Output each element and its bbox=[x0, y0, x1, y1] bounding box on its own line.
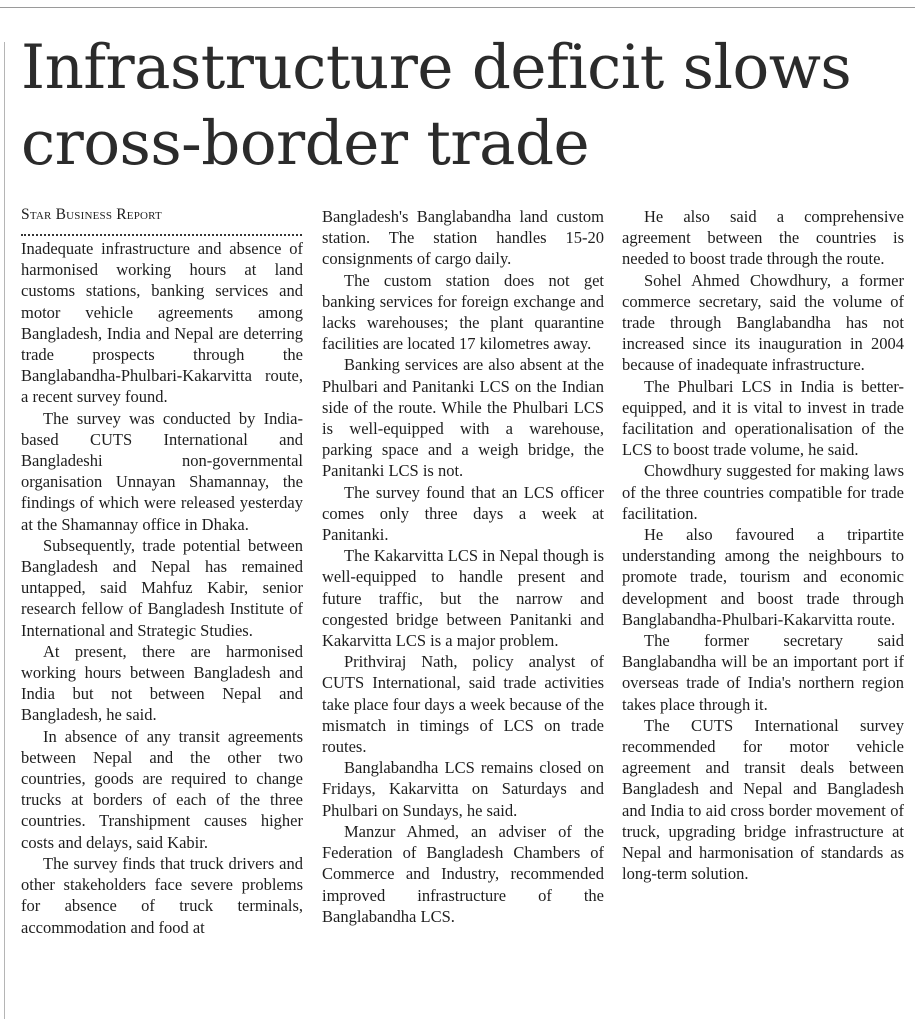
article-column-1 bbox=[21, 206, 303, 1019]
byline-dotted-rule bbox=[21, 230, 302, 236]
article-column-2 bbox=[322, 206, 604, 1019]
paragraph: The Kakarvitta LCS in Nepal though is well-equipped to handle present and future traffic, but the narrow and congested bridge between Panitanki and Kakarvitta LCS is a major problem. bbox=[322, 546, 604, 651]
paragraph: In absence of any transit agreements between Nepal and the other two countries, goods are required to change trucks at borders of each of the three countries. Transhipment causes higher costs and delays, said Kabir. bbox=[21, 726, 303, 852]
paragraph: Inadequate infrastructure and absence of harmonised working hours at land customs stations, banking services and motor vehicle agreements among Bangladesh, India and Nepal are deterring trade prospects through the Banglabandha-Phulbari-Kakarvitta route, a recent survey found. bbox=[21, 239, 303, 407]
paragraph: Manzur Ahmed, an adviser of the Federation of Bangladesh Chambers of Commerce and Industry, recommended improved infrastructure of the Banglabandha LCS. bbox=[322, 821, 604, 926]
paragraph: He also said a comprehensive agreement between the countries is needed to boost trade through the route. bbox=[622, 207, 904, 269]
paragraph-continued: Bangladesh's Banglabandha land custom station. The station handles 15-20 consignments of cargo daily. bbox=[322, 207, 604, 269]
paragraph: Banking services are also absent at the Phulbari and Panitanki LCS on the Indian side of the route. While the Phulbari LCS is well-equipped with a warehouse, parking space and a weigh bridge, the Panitanki LCS is not. bbox=[322, 355, 604, 481]
paragraph: Prithviraj Nath, policy analyst of CUTS International, said trade activities take place four days a week because of the mismatch in timings of LCS on trade routes. bbox=[322, 652, 604, 757]
headline-line-1: Infrastructure deficit slows bbox=[21, 32, 852, 103]
headline bbox=[21, 30, 913, 182]
paragraph: He also favoured a tripartite understanding among the neighbours to promote trade, tourism and economic development and boost trade through Banglabandha-Phulbari-Kakarvitta route. bbox=[622, 525, 904, 629]
paragraph: The survey finds that truck drivers and other stakeholders face severe problems for absence of truck terminals, accommodation and food at bbox=[21, 853, 303, 937]
paragraph: The Phulbari LCS in India is better-equipped, and it is vital to invest in trade facilitation and operationalisation of the LCS to boost trade volume, he said. bbox=[622, 376, 904, 460]
column-rule-left bbox=[4, 42, 5, 1019]
paragraph: Sohel Ahmed Chowdhury, a former commerce secretary, said the volume of trade through Banglabandha has not increased since its inauguration in 2004 because of inadequate infrastructure. bbox=[622, 270, 904, 375]
headline-line-2: cross-border trade bbox=[21, 108, 590, 179]
byline: Star Business Report bbox=[21, 206, 162, 223]
paragraph: The former secretary said Banglabandha will be an important port if overseas trade of India's northern region takes place through it. bbox=[622, 631, 904, 714]
paragraph: The custom station does not get banking services for foreign exchange and lacks warehouses; the plant quarantine facilities are located 17 kilometres away. bbox=[322, 270, 604, 354]
paragraph: Chowdhury suggested for making laws of the three countries compatible for trade facilitation. bbox=[622, 461, 904, 523]
paragraph: At present, there are harmonised working hours between Bangladesh and India but not between Nepal and Bangladesh, he said. bbox=[21, 641, 303, 725]
article-column-3 bbox=[622, 206, 904, 1019]
paragraph: The survey was conducted by India-based CUTS International and Bangladeshi non-governmental organisation Unnayan Shamannay, the findings of which were released yesterday at the Shamannay office in Dhaka. bbox=[21, 408, 303, 534]
top-rule bbox=[0, 7, 915, 8]
paragraph: Banglabandha LCS remains closed on Fridays, Kakarvitta on Saturdays and Phulbari on Sundays, he said. bbox=[322, 758, 604, 820]
paragraph: The survey found that an LCS officer comes only three days a week at Panitanki. bbox=[322, 482, 604, 545]
paragraph: Subsequently, trade potential between Bangladesh and Nepal has remained untapped, said Mahfuz Kabir, senior research fellow of Bangladesh Institute of International and Strategic Studies. bbox=[21, 535, 303, 640]
paragraph: The CUTS International survey recommended for motor vehicle agreement and transit deals between Bangladesh and Nepal and Bangladesh and India to aid cross border movement of truck, upgrading bridge infrastructure at Nepal and harmonisation of standards as long-term solution. bbox=[622, 715, 904, 884]
